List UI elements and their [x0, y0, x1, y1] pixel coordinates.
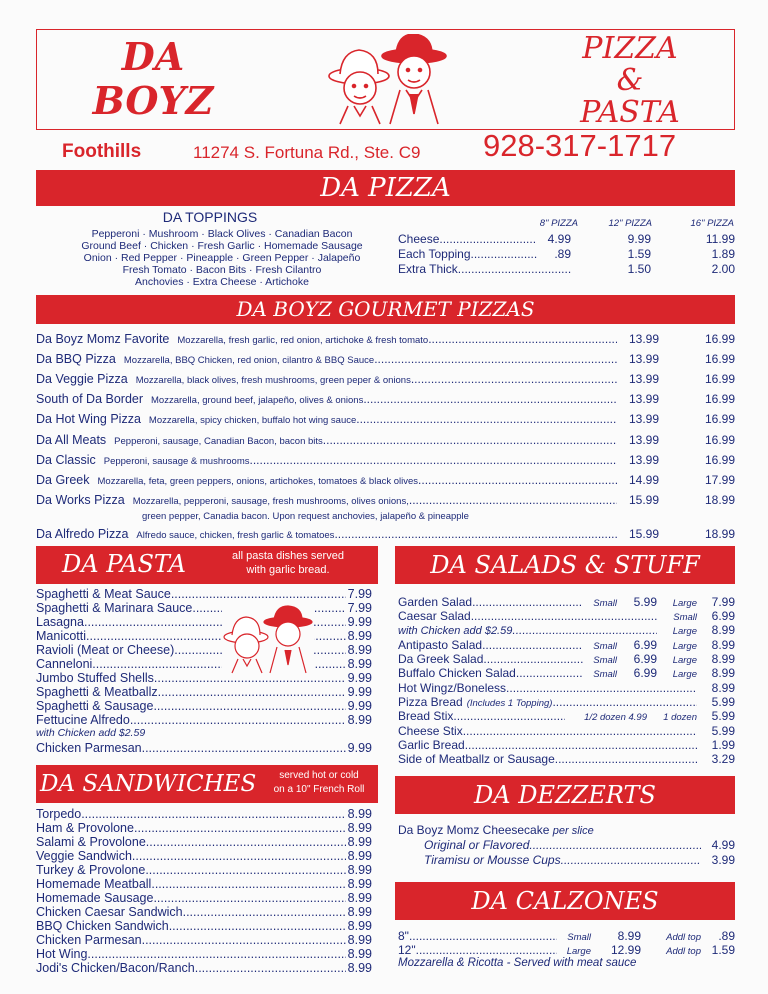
addl-topping-price: 1.59 [711, 943, 735, 957]
pizza-section-title: DA PIZZA [36, 170, 735, 206]
size-header-16: 16" PIZZA [690, 218, 734, 229]
item-name: Hot Wing [36, 947, 88, 961]
price-12: 15.99 [628, 527, 659, 541]
item-name: Manicotti [36, 629, 87, 643]
item-name: Caesar Salad [398, 609, 471, 623]
price-12: 13.99 [628, 372, 659, 386]
price-small: 6.99 [711, 609, 735, 623]
item-name: Homemade Meatball [36, 877, 152, 891]
price-large: 8.99 [711, 652, 735, 666]
item-name: Original or Flavored [424, 838, 530, 852]
per-slice-note: per slice [552, 825, 594, 837]
salad-row [398, 595, 735, 609]
pizza-price-row [398, 262, 735, 276]
logo [88, 35, 218, 123]
sandwiches-note-line2: on a 10" French Roll [273, 784, 365, 795]
item-name: Side of Meatballz or Sausage [398, 752, 555, 766]
item-price: 8.99 [347, 891, 372, 905]
toppings-line: Onion · Red Pepper · Pineapple · Green Pepper · Jalapeño [83, 252, 361, 264]
item-price: 5.99 [711, 724, 735, 738]
size-header-8: 8" PIZZA [539, 218, 578, 229]
bread-stix-dozen: 1 dozen [663, 712, 697, 723]
item-name: Garlic Bread [398, 738, 465, 752]
item-name: Da Greek [36, 473, 90, 487]
item-price: 5.99 [711, 709, 735, 723]
item-price: 8.99 [347, 643, 372, 657]
item-price: 7.99 [347, 587, 372, 601]
item-price: 5.99 [711, 695, 735, 709]
price-16: 16.99 [704, 433, 735, 447]
pasta-row [36, 587, 372, 601]
price-12: 13.99 [628, 412, 659, 426]
salad-row [398, 724, 735, 738]
salad-row [398, 752, 735, 766]
item-name: Spaghetti & Sausage [36, 699, 154, 713]
item-name: Extra Thick [398, 262, 458, 276]
size-label-large: Large [672, 626, 697, 637]
item-price: 3.99 [711, 853, 735, 867]
item-desc: Mozzarella, black olives, fresh mushrooms, green peper & onions [135, 375, 411, 386]
item-name: Homemade Sausage [36, 891, 154, 905]
pasta-section-header [36, 546, 378, 584]
pasta-section-title: DA PASTA [62, 550, 186, 578]
item-name: Veggie Sandwich [36, 849, 132, 863]
sandwich-row [36, 849, 372, 863]
size-label-small: Small [673, 612, 697, 623]
sandwich-row [36, 961, 372, 975]
calzone-row [398, 943, 735, 957]
phone-number[interactable]: 928-317-1717 [483, 128, 677, 163]
item-name: Tiramisu or Mousse Cups [424, 853, 561, 867]
item-name: Each Topping [398, 247, 471, 261]
price-16: 16.99 [704, 332, 735, 346]
salad-row [398, 695, 735, 709]
price-8: 4.99 [547, 232, 571, 246]
item-price: 8.99 [347, 863, 372, 877]
item-price: 1.99 [711, 738, 735, 752]
item-desc: Mozzarella, ground beef, jalapeño, olives & onions [151, 395, 364, 406]
item-name: Salami & Provolone [36, 835, 146, 849]
salads-section-title: DA SALADS & STUFF [395, 546, 735, 584]
salad-row [398, 709, 735, 723]
pasta-row [36, 741, 372, 755]
item-price: 7.99 [347, 601, 372, 615]
dezzert-row [424, 853, 735, 867]
pasta-note-line1: all pasta dishes served [232, 550, 344, 562]
sandwich-row [36, 863, 372, 877]
calzone-label: Large [566, 946, 591, 957]
price-small: 6.99 [633, 638, 657, 652]
pasta-row [36, 643, 372, 657]
gourmet-row [36, 493, 735, 507]
sandwich-row [36, 821, 372, 835]
item-desc: Mozzarella, feta, green peppers, onions, artichokes, tomatoes & black olives [97, 476, 419, 487]
sandwich-row [36, 905, 372, 919]
price-8: .89 [554, 247, 571, 261]
gourmet-row [36, 372, 735, 386]
size-label-large: Large [672, 641, 697, 652]
addl-topping-price: .89 [718, 929, 735, 943]
item-price: 8.99 [347, 877, 372, 891]
item-price: 9.99 [347, 741, 372, 755]
address: 11274 S. Fortuna Rd., Ste. C9 [193, 143, 421, 162]
item-name: Chicken Parmesan [36, 741, 142, 755]
boyz-small-illustration [222, 605, 314, 675]
item-name: Da Boyz Momz Favorite [36, 332, 170, 346]
item-price: 8.99 [347, 821, 372, 835]
item-name: Jodi's Chicken/Bacon/Ranch [36, 961, 195, 975]
tagline-line3: PASTA [580, 95, 680, 130]
item-name: Da Classic [36, 453, 96, 467]
calzone-row [398, 929, 735, 943]
boyz-illustration [326, 34, 451, 126]
size-label-small: Small [593, 669, 617, 680]
price-large: 8.99 [711, 638, 735, 652]
item-name: Ham & Provolone [36, 821, 134, 835]
price-16: 16.99 [704, 352, 735, 366]
item-price: 8.99 [347, 947, 372, 961]
price-16: 18.99 [704, 527, 735, 541]
logo-line1: DA [121, 34, 185, 79]
pizza-price-row [398, 232, 735, 246]
item-name: with Chicken add $2.59 [398, 625, 513, 637]
tagline-line1: PIZZA [582, 31, 678, 66]
salad-row [398, 623, 735, 637]
sandwiches-section-header [36, 765, 378, 803]
sandwich-row [36, 947, 372, 961]
gourmet-row [36, 473, 735, 487]
calzone-note: Mozzarella & Ricotta - Served with meat sauce [398, 957, 637, 969]
price-large: 8.99 [711, 623, 735, 637]
item-name: Da Alfredo Pizza [36, 527, 129, 541]
item-price: 3.29 [711, 752, 735, 766]
item-price: 9.99 [347, 699, 372, 713]
sandwiches-section-title: DA SANDWICHES [40, 771, 257, 797]
price-12: 9.99 [627, 232, 651, 246]
calzone-price: 12.99 [610, 943, 641, 957]
pasta-row [36, 629, 372, 643]
gourmet-row [36, 453, 735, 467]
size-label-small: Small [593, 598, 617, 609]
salad-row [398, 738, 735, 752]
item-name: Antipasto Salad [398, 638, 483, 652]
price-12: 14.99 [628, 473, 659, 487]
logo-line2: BOYZ [92, 78, 214, 123]
pasta-row [36, 713, 372, 727]
calzone-size: 12" [398, 943, 416, 957]
size-label-large: Large [672, 655, 697, 666]
item-desc: Pepperoni, sausage & mushrooms [103, 456, 250, 467]
pasta-row [36, 699, 372, 713]
salad-row [398, 609, 735, 623]
item-desc: Mozzarella, fresh garlic, red onion, artichoke & fresh tomato [177, 335, 429, 346]
salad-row [398, 666, 735, 680]
item-name: Da Veggie Pizza [36, 372, 128, 386]
item-name: BBQ Chicken Sandwich [36, 919, 169, 933]
addl-topping-label: Addl top [666, 946, 701, 957]
salad-row [398, 652, 735, 666]
gourmet-row [36, 352, 735, 366]
item-price: 8.99 [347, 961, 372, 975]
item-price: 8.99 [347, 905, 372, 919]
size-label-large: Large [672, 598, 697, 609]
item-name: Canneloni [36, 657, 93, 671]
item-desc: Alfredo sauce, chicken, fresh garlic & tomatoes [136, 530, 335, 541]
price-12: 13.99 [628, 392, 659, 406]
item-name: Pizza Bread [398, 695, 463, 709]
salad-row [398, 681, 735, 695]
item-name: Chicken Parmesan [36, 933, 142, 947]
gourmet-section-title: DA BOYZ GOURMET PIZZAS [36, 295, 735, 324]
pasta-row [36, 685, 372, 699]
price-12: 15.99 [628, 493, 659, 507]
works-desc-continued: green pepper, Canadia bacon. Upon request anchovies, jalapeño & pineapple [142, 511, 469, 522]
item-name: Da Greek Salad [398, 652, 484, 666]
price-large: 8.99 [711, 666, 735, 680]
price-large: 7.99 [711, 595, 735, 609]
pasta-row [36, 601, 372, 615]
sandwich-row [36, 835, 372, 849]
toppings-line: Anchovies · Extra Cheese · Artichoke [135, 276, 309, 288]
item-name: Da Works Pizza [36, 493, 125, 507]
item-price: 9.99 [347, 615, 372, 629]
item-price: 8.99 [347, 657, 372, 671]
item-name: Spaghetti & Marinara Sauce [36, 601, 193, 615]
item-name: Spaghetti & Meatballz [36, 685, 158, 699]
item-price: 8.99 [347, 933, 372, 947]
cheesecake-heading [398, 823, 594, 837]
item-name: Lasagna [36, 615, 84, 629]
price-small: 6.99 [633, 666, 657, 680]
item-price: 4.99 [711, 838, 735, 852]
price-16: 16.99 [704, 453, 735, 467]
price-16: 2.00 [711, 262, 735, 276]
pasta-note-line2: with garlic bread. [246, 564, 330, 576]
item-desc: Mozzarella, pepperoni, sausage, fresh mushrooms, olives onions, [132, 496, 409, 507]
item-name: South of Da Border [36, 392, 144, 406]
item-name: Hot Wingz/Boneless [398, 681, 507, 695]
item-name: Buffalo Chicken Salad [398, 666, 516, 680]
item-price: 8.99 [347, 835, 372, 849]
price-small: 5.99 [633, 595, 657, 609]
gourmet-row [36, 392, 735, 406]
size-header-12: 12" PIZZA [608, 218, 652, 229]
tagline-line2: & [616, 63, 644, 98]
sandwich-row [36, 891, 372, 905]
cheesecake-title: Da Boyz Momz Cheesecake [398, 823, 550, 837]
item-price: 8.99 [347, 629, 372, 643]
price-12: 13.99 [628, 332, 659, 346]
price-12: 13.99 [628, 352, 659, 366]
pizza-price-row [398, 247, 735, 261]
size-label-small: Small [593, 655, 617, 666]
item-name: Torpedo [36, 807, 82, 821]
toppings-line: Ground Beef · Chicken · Fresh Garlic · Homemade Sausage [81, 240, 363, 252]
item-price: 8.99 [347, 849, 372, 863]
price-16: 18.99 [704, 493, 735, 507]
addl-topping-label: Addl top [666, 932, 701, 943]
sandwich-row [36, 877, 372, 891]
item-name: Bread Stix [398, 709, 454, 723]
price-12: 13.99 [628, 453, 659, 467]
price-16: 17.99 [704, 473, 735, 487]
item-price: 8.99 [347, 807, 372, 821]
price-12: 1.50 [627, 262, 651, 276]
calzones-section-title: DA CALZONES [395, 882, 735, 920]
size-label-large: Large [672, 669, 697, 680]
item-name: Ravioli (Meat or Cheese) [36, 643, 175, 657]
price-12: 1.59 [627, 247, 651, 261]
item-name: Garden Salad [398, 595, 473, 609]
price-16: 1.89 [711, 247, 735, 261]
calzone-price: 8.99 [617, 929, 641, 943]
item-price: 9.99 [347, 671, 372, 685]
item-name: Spaghetti & Meat Sauce [36, 587, 171, 601]
pasta-row [36, 671, 372, 685]
pizza-bread-note: (Includes 1 Topping) [466, 698, 553, 709]
toppings-title: DA TOPPINGS [162, 209, 258, 225]
salad-row [398, 638, 735, 652]
gourmet-row [36, 412, 735, 426]
pasta-row [36, 615, 372, 629]
price-16: 16.99 [704, 412, 735, 426]
sandwiches-note-line1: served hot or cold [279, 770, 359, 781]
item-name: Chicken Caesar Sandwich [36, 905, 183, 919]
item-name: Cheese [398, 232, 440, 246]
item-price: 9.99 [347, 685, 372, 699]
calzone-label: Small [567, 932, 591, 943]
toppings-line: Pepperoni · Mushroom · Black Olives · Canadian Bacon [91, 228, 353, 240]
item-name: Jumbo Stuffed Shells [36, 671, 154, 685]
item-name: Turkey & Provolone [36, 863, 146, 877]
gourmet-row [36, 433, 735, 447]
sandwich-row [36, 807, 372, 821]
item-price: 8.99 [711, 681, 735, 695]
item-desc: Mozzarella, spicy chicken, buffalo hot wing sauce [148, 415, 357, 426]
toppings-line: Fresh Tomato · Bacon Bits · Fresh Cilantro [122, 264, 322, 276]
dezzerts-section-title: DA DEZZERTS [395, 776, 735, 814]
location: Foothills [62, 141, 142, 162]
gourmet-row [36, 527, 735, 541]
item-desc: Pepperoni, sausage, Canadian Bacon, bacon bits [114, 436, 323, 447]
pasta-row [36, 657, 372, 671]
item-name: Cheese Stix [398, 724, 463, 738]
item-name: Da All Meats [36, 433, 107, 447]
price-16: 16.99 [704, 392, 735, 406]
item-name: Da Hot Wing Pizza [36, 412, 141, 426]
price-12: 13.99 [628, 433, 659, 447]
price-16: 16.99 [704, 372, 735, 386]
toppings-list [52, 228, 392, 288]
tagline [565, 33, 695, 129]
item-price: 8.99 [347, 919, 372, 933]
pasta-chicken-note: with Chicken add $2.59 [36, 727, 146, 739]
item-price: 8.99 [347, 713, 372, 727]
price-16: 11.99 [705, 232, 735, 246]
gourmet-row [36, 332, 735, 346]
sandwich-row [36, 919, 372, 933]
price-small: 6.99 [633, 652, 657, 666]
bread-stix-half-dozen: 1/2 dozen 4.99 [584, 712, 647, 723]
calzone-size: 8" [398, 929, 409, 943]
sandwich-row [36, 933, 372, 947]
item-desc: Mozzarella, BBQ Chicken, red onion, cilantro & BBQ Sauce [123, 355, 375, 366]
item-name: Fettucine Alfredo [36, 713, 130, 727]
dezzert-row [424, 838, 735, 852]
size-label-small: Small [593, 641, 617, 652]
item-name: Da BBQ Pizza [36, 352, 116, 366]
